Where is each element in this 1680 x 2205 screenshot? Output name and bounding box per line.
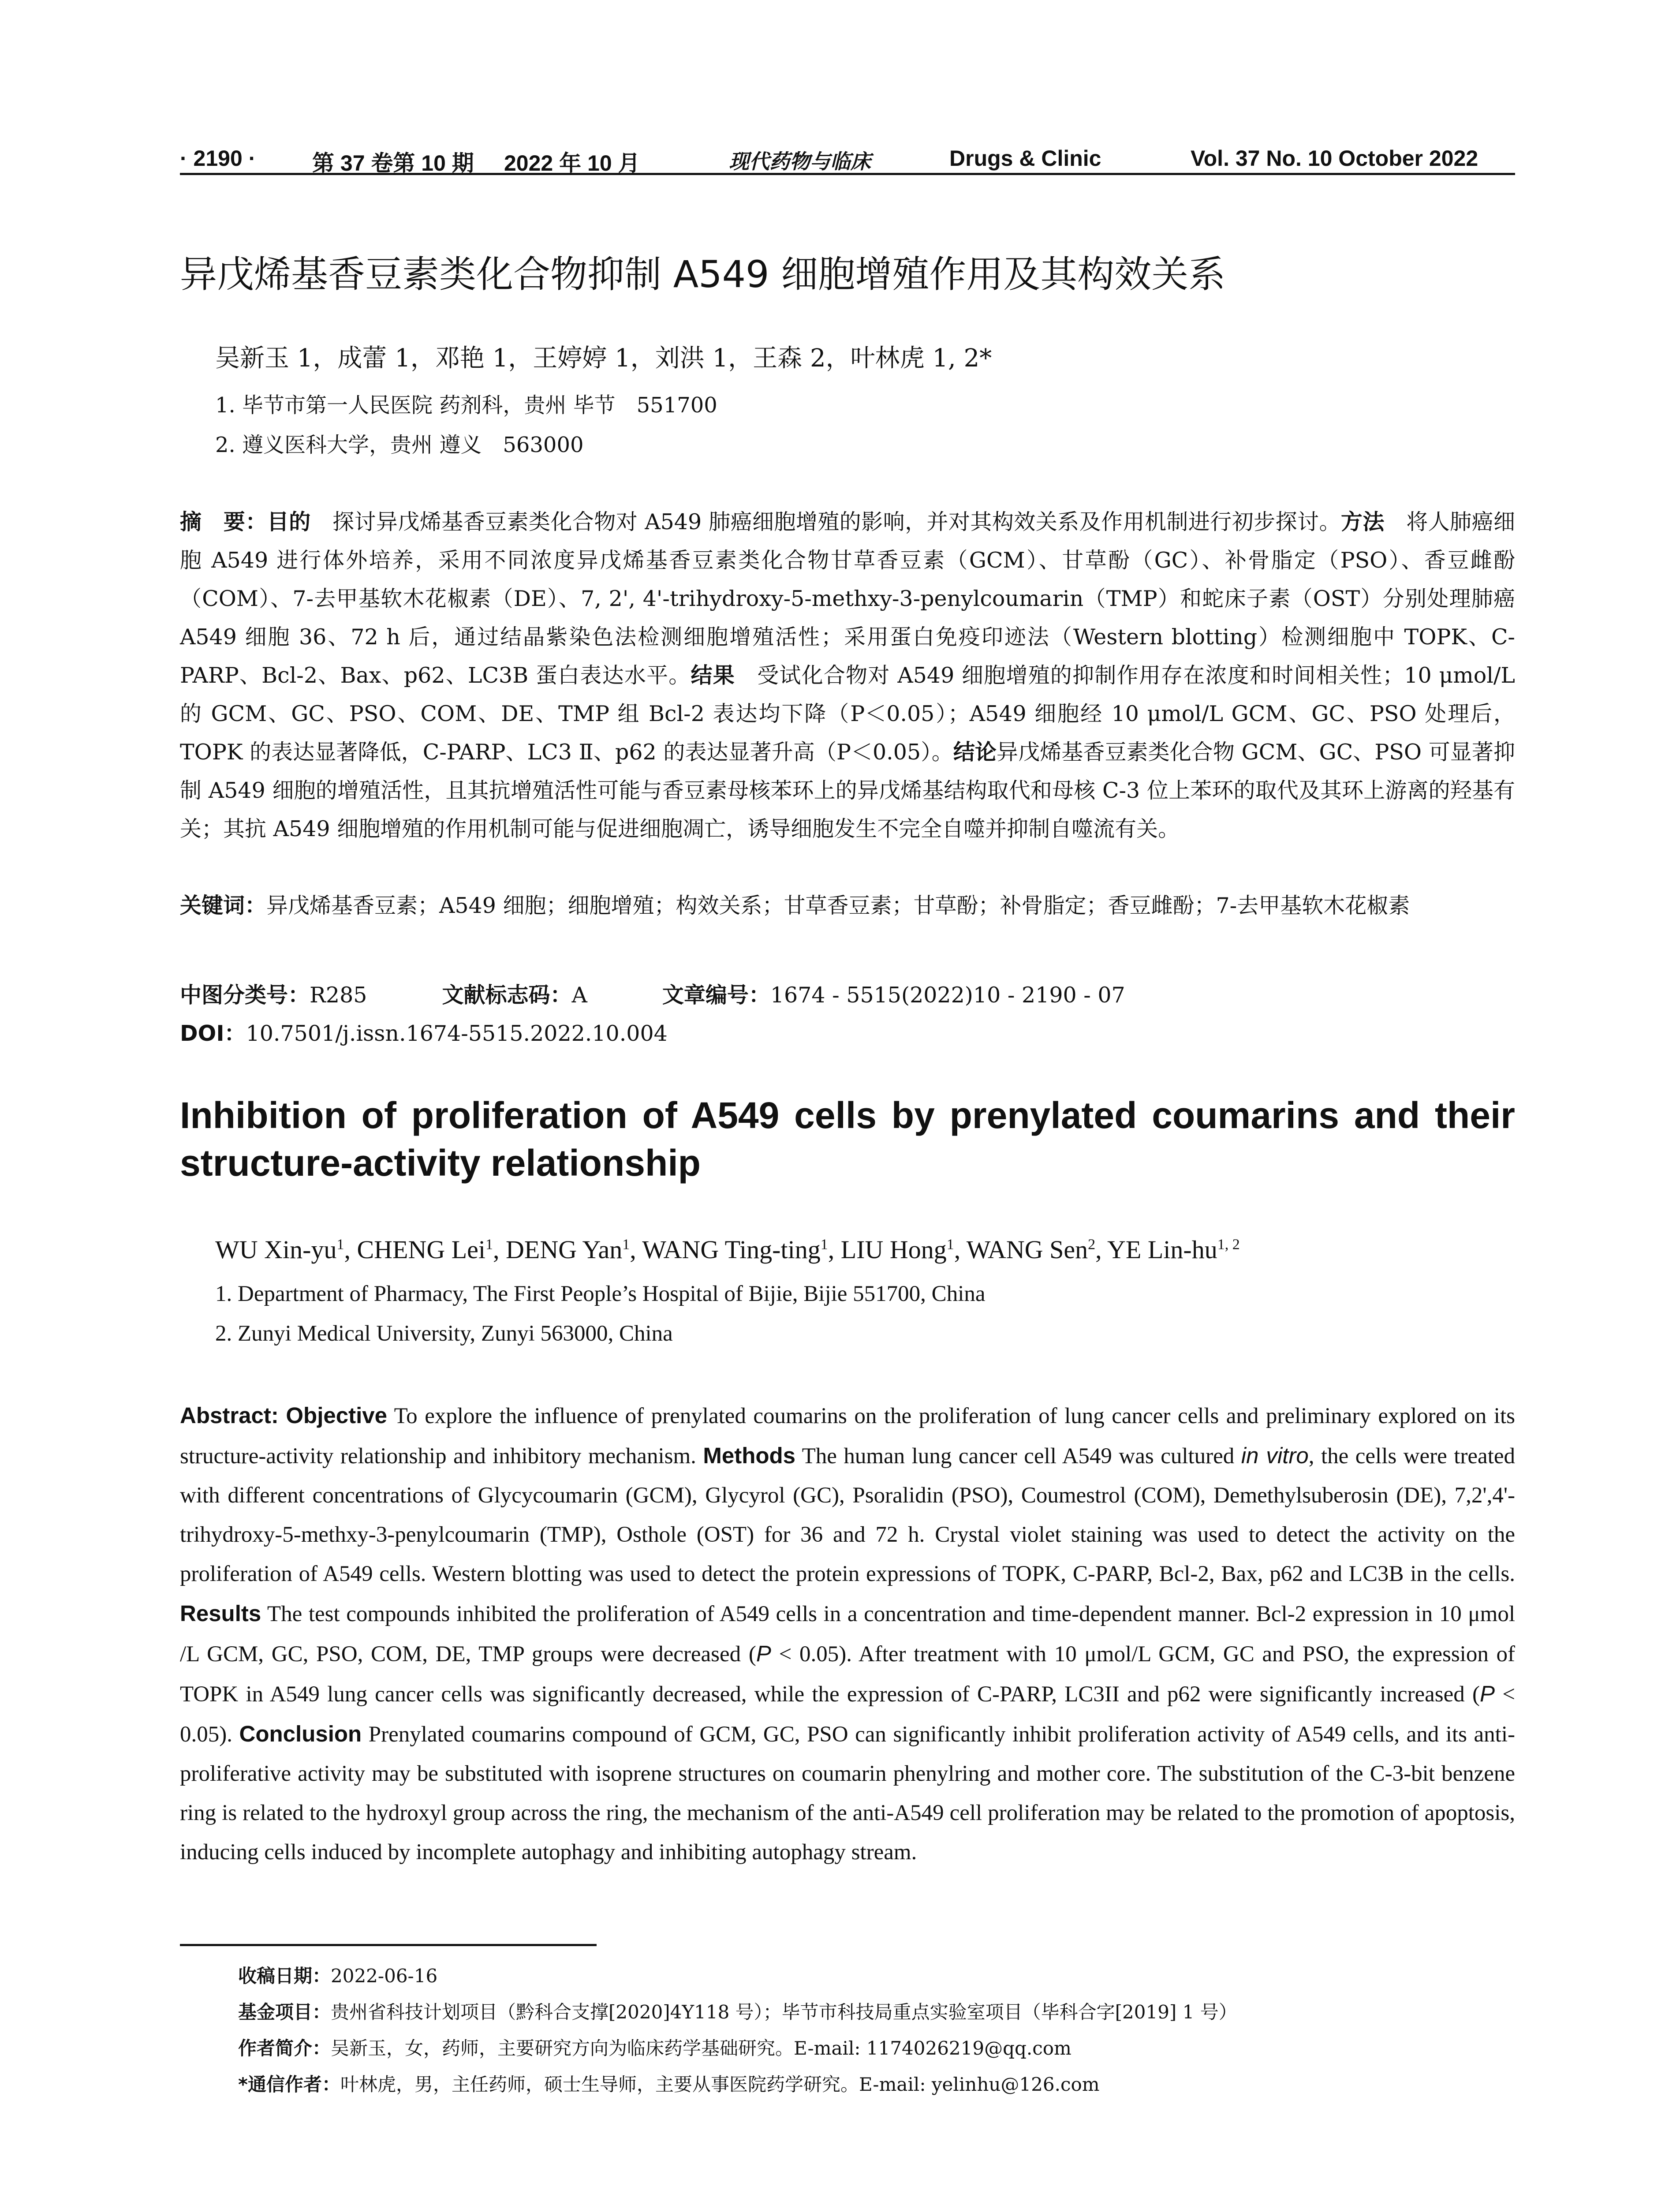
methods-text-cn: 将人肺癌细胞 A549 进行体外培养，采用不同浓度异戊烯基香豆素类化合物甘草香豆素（GCM）、甘草酚（GC）、补骨脂定（PSO）、香豆雌酚（COM）、7-去甲基软木花椒素（DE）、7, 2', 4'-trihydroxy-5-methxy-3-penylcoumarin（TMP）和蛇床子素（OST）分别处理肺癌 A549 细胞 36、72 h 后，通过结晶紫染色法检测细胞增殖活性；采用蛋白免疫印迹法（Western blotting）检测细胞中 TOPK、C-PARP、Bcl-2、Bax、p62、LC3B 蛋白表达水平。 (180, 509, 1515, 688)
objective-label-en: Objective (286, 1403, 387, 1428)
author-en: WANG Ting-ting (642, 1235, 821, 1264)
received-label: 收稿日期： (238, 1965, 331, 1987)
affiliation-cn-1: 1. 毕节市第一人民医院 药剂科，贵州 毕节 551700 (215, 393, 717, 418)
p-value-symbol: P (756, 1641, 771, 1666)
results-label-cn: 结果 (691, 663, 735, 688)
results-text-en-b: < 0.05). After treatment with 10 μmol/L GCM, GC and PSO, the expression of TOPK in A549 lung cancer cells was significantly decreased, while the expression of C-PARP, LC3II and p62 were significantly increased ( (180, 1642, 1516, 1707)
classification-line (180, 978, 1125, 1009)
methods-text-en-a: The human lung cancer cell A549 was cultured (795, 1444, 1241, 1469)
author-sup: 1 (336, 1236, 344, 1253)
clc-label: 中图分类号： (180, 983, 310, 1008)
doi-label: DOI： (180, 1021, 246, 1046)
article-no-value: 1674 - 5515(2022)10 - 2190 - 07 (770, 983, 1125, 1008)
author-en: WU Xin-yu (215, 1235, 337, 1264)
author-sup: 1 (946, 1236, 954, 1253)
page-number: · 2190 · (180, 146, 256, 171)
objective-text-en: To explore the influence of prenylated coumarins on the proliferation of lung cancer cells and preliminary explored on its structure-activity relationship and inhibitory mechanism. (180, 1404, 1515, 1469)
running-header (180, 142, 1515, 175)
author-sup: 2 (1088, 1236, 1096, 1253)
authors-en: WU Xin-$yu^1$, CHENG Lei$^1$, DENG Yan$^1$, WANG Ting-ting$^1$, LIU Hong$^1$, WANG Sen$^2$, YE Lin-hu$^{1, 2}$ (215, 1235, 1240, 1264)
doc-code-label: 文献标志码： (442, 983, 572, 1008)
conclusion-text-cn: 异戊烯基香豆素类化合物 GCM、GC、PSO 可显著抑制 A549 细胞的增殖活性，且其抗增殖活性可能与香豆素母核苯环上的异戊烯基结构取代和母核 C-3 位上苯环的取代及其环上游离的羟基有关；其抗 A549 细胞增殖的作用机制可能与促进细胞凋亡，诱导细胞发生不完全自噬并抑制自噬流有关。 (180, 740, 1515, 841)
footnote-fund (238, 1998, 1237, 2024)
results-text-en-a: The test compounds inhibited the proliferation of A549 cells in a concentration and time-dependent manner. Bcl-2 expression in 10 μmol /L GCM, GC, PSO, COM, DE, TMP groups were decreased ( (180, 1602, 1515, 1667)
methods-label-cn: 方法 (1340, 509, 1385, 534)
conclusion-text-en: Prenylated coumarins compound of GCM, GC, PSO can significantly inhibit proliferation activity of A549 cells, and its anti-proliferative activity may be substituted with isoprene structures on coumarin phenylring and mother core. The substitution of the C-3-bit benzene ring is related to the hydroxyl group across the ring, the mechanism of the anti-A549 cell proliferation may be related to the promotion of apoptosis, inducing cells induced by incomplete autophagy and inhibiting autophagy stream. (180, 1722, 1515, 1865)
methods-text-en-b: , the cells were treated with different concentrations of Glycycoumarin (GCM), Glycyrol (GC), Psoralidin (PSO), Coumestrol (COM), Demethylsuberosin (DE), 7,2',4'-trihydroxy-5-methxy-3-penylcoumarin (TMP), Osthole (OST) for 36 and 72 h. Crystal violet staining was used to detect the activity on the proliferation of A549 cells. Western blotting was used to detect the protein expressions of TOPK, C-PARP, Bcl-2, Bax, p62 and LC3B in the cells. (180, 1444, 1515, 1586)
doi-line (180, 1017, 668, 1047)
footnote-divider (180, 1944, 597, 1946)
doi-value[interactable]: 10.7501/j.issn.1674-5515.2022.10.004 (246, 1021, 668, 1046)
paper-title-en: Inhibition of proliferation of A549 cells by prenylated coumarins and their structure-activity relationship (180, 1095, 1515, 1184)
corresponding-label: *通信作者： (238, 2074, 340, 2095)
affiliation-en-2: 2. Zunyi Medical University, Zunyi 563000, China (215, 1321, 673, 1346)
paper-title-cn: 异戊烯基香豆素类化合物抑制 A549 细胞增殖作用及其构效关系 (180, 253, 1226, 296)
results-text-cn: 受试化合物对 A549 细胞增殖的抑制作用存在浓度和时间相关性；10 μmol/L 的 GCM、GC、PSO、COM、DE、TMP 组 Bcl-2 表达均下降（P＜0.05）；A549 细胞经 10 μmol/L GCM、GC、PSO 处理后，TOPK 的表达显著降低，C-PARP、LC3 Ⅱ、p62 的表达显著升高（P＜0.05）。 (180, 663, 1515, 765)
author-sup: 1 (820, 1236, 828, 1253)
keywords-label-cn: 关键词： (180, 893, 267, 918)
objective-text-cn: 探讨异戊烯基香豆素类化合物对 A549 肺癌细胞增殖的影响，并对其构效关系及作用机制进行初步探讨。 (310, 509, 1341, 534)
author-en: YE Lin-hu (1107, 1235, 1217, 1264)
author-bio-value: 吴新玉，女，药师，主要研究方向为临床药学基础研究。E-mail: 1174026219@qq.com (331, 2037, 1071, 2059)
author-en: LIU Hong (840, 1235, 947, 1264)
p-value-symbol: P (1479, 1681, 1495, 1706)
author-sup: 1 (622, 1236, 630, 1253)
authors-cn: 吴新玉 1，成蕾 1，邓艳 1，王婷婷 1，刘洪 1，王森 2，叶林虎 1, 2* (215, 344, 992, 373)
volume-cn: 第 37 卷第 10 期 (312, 151, 474, 176)
journal-name-cn: 现代药物与临床 (729, 149, 871, 173)
date-cn: 2022 年 10 月 (504, 151, 640, 176)
keywords-cn (180, 886, 1515, 925)
fund-label: 基金项目： (238, 2001, 331, 2023)
author-en: WANG Sen (966, 1235, 1088, 1264)
author-en: CHENG Lei (357, 1235, 486, 1264)
objective-label-cn: 目的 (267, 509, 311, 534)
abstract-cn (180, 503, 1515, 848)
affiliation-cn-2: 2. 遵义医科大学，贵州 遵义 563000 (215, 433, 584, 457)
results-text-en-c: < 0.05). (180, 1682, 1516, 1747)
author-sup: 1, 2 (1217, 1236, 1240, 1253)
article-no-label: 文章编号： (662, 983, 770, 1008)
conclusion-label-en: Conclusion (239, 1721, 362, 1746)
footnote-received (238, 1962, 437, 1988)
received-value: 2022-06-16 (331, 1965, 438, 1987)
fund-value: 贵州省科技计划项目（黔科合支撑[2020]4Y118 号）；毕节市科技局重点实验室项目（毕科合字[2019] 1 号） (331, 2001, 1237, 2023)
footnote-author (238, 2034, 1071, 2060)
abstract-en (180, 1396, 1515, 1872)
abstract-label-en: Abstract: (180, 1403, 279, 1428)
corresponding-value: 叶林虎，男，主任药师，硕士生导师，主要从事医院药学研究。E-mail: yelinhu@126.com (340, 2074, 1100, 2095)
methods-label-en: Methods (703, 1443, 796, 1468)
keywords-text-cn: 异戊烯基香豆素；A549 细胞；细胞增殖；构效关系；甘草香豆素；甘草酚；补骨脂定；香豆雌酚；7-去甲基软木花椒素 (266, 893, 1410, 918)
volume-en: Vol. 37 No. 10 October 2022 (1191, 146, 1478, 171)
affiliation-en-1: 1. Department of Pharmacy, The First People’s Hospital of Bijie, Bijie 551700, China (215, 1282, 986, 1306)
doc-code-value: A (571, 983, 587, 1008)
results-label-en: Results (180, 1601, 261, 1626)
in-vitro-text: in vitro (1241, 1443, 1309, 1468)
author-en: DENG Yan (506, 1235, 623, 1264)
footnote-corresponding (238, 2070, 1100, 2097)
clc-value: R285 (310, 983, 367, 1008)
abstract-label-cn: 摘 要： (180, 509, 267, 534)
author-sup: 1 (485, 1236, 493, 1253)
author-bio-label: 作者简介： (238, 2037, 331, 2059)
conclusion-label-cn: 结论 (953, 740, 997, 765)
journal-name-en: Drugs & Clinic (949, 146, 1101, 171)
